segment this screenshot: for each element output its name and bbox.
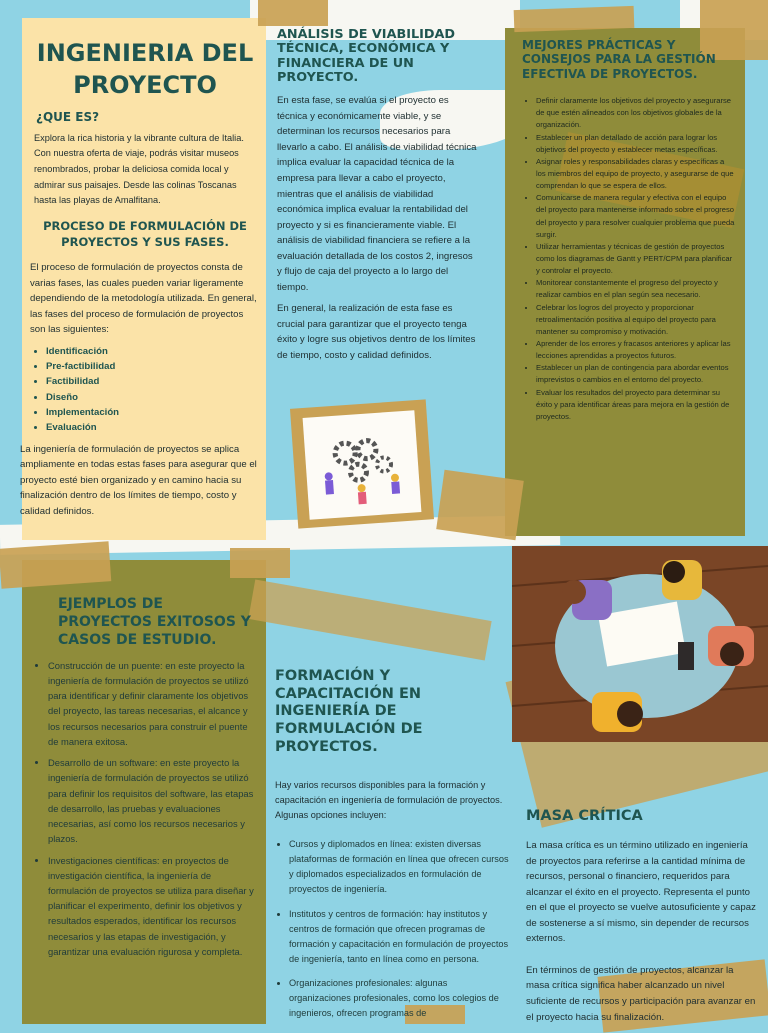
practicas-heading: MEJORES PRÁCTICAS Y CONSEJOS PARA LA GESTIÓN EFECTIVA DE PROYECTOS. bbox=[522, 38, 716, 81]
ejemplos-list bbox=[34, 658, 260, 959]
que-es-heading: ¿QUE ES? bbox=[36, 110, 100, 125]
list-item: • Comunicarse de manera regular y efectiva con el equipo del proyecto para mantenerse informado sobre el progreso del proyecto y para resolver cualquier problema que pueda surgir. bbox=[536, 192, 736, 241]
formacion-list bbox=[275, 837, 509, 1021]
list-item: • Pre-factibilidad bbox=[46, 359, 260, 374]
list-item: • Asignar roles y responsabilidades claras y específicas a los miembros del equipo de proyecto, y asegurarse de que comprendan lo que se espera de ellos. bbox=[536, 156, 736, 192]
list-item: • Organizaciones profesionales: algunas organizaciones profesionales, como los colegios de ingenieros, ofrecen programas de bbox=[289, 976, 509, 1021]
list-item: • Evaluación bbox=[46, 420, 260, 435]
masa-critica-text-2: En términos de gestión de proyectos, alcanzar la masa crítica significa haber alcanzado un nivel suficiente de recursos y participación para avanzar en el proyecto hacia su finalización. bbox=[526, 964, 756, 1023]
list-item: • Institutos y centros de formación: hay institutos y centros de formación que ofrecen programas de formación y capacitación en formulación de proyectos de ingeniería, tanto en línea como en persona. bbox=[289, 907, 509, 967]
proceso-text: El proceso de formulación de proyectos consta de varias fases, las cuales pueden variar ligeramente dependiendo de la metodología utilizada. En general, las fases del proceso de formulación de proyectos son las siguientes: bbox=[30, 262, 257, 336]
list-item: • Identificación bbox=[46, 344, 260, 359]
list-item: • Establecer un plan de contingencia para abordar eventos imprevistos o cambios en el entorno del proyecto. bbox=[536, 362, 736, 386]
list-item: • Utilizar herramientas y técnicas de gestión de proyectos como los diagramas de Gantt y PERT/CPM para planificar y controlar el proyecto. bbox=[536, 241, 736, 277]
page-title: INGENIERIA DEL PROYECTO bbox=[36, 39, 254, 99]
list-item: • Monitorear constantemente el progreso del proyecto y realizar cambios en el plan según sea necesario. bbox=[536, 277, 736, 301]
column3 bbox=[522, 38, 736, 423]
list-item: • Evaluar los resultados del proyecto para determinar su éxito y para identificar áreas para mejora en la gestión de proyectos. bbox=[536, 387, 736, 423]
column1 bbox=[20, 38, 260, 519]
list-item: • Diseño bbox=[46, 390, 260, 405]
tape-strip bbox=[436, 470, 524, 541]
viabilidad-text: En esta fase, se evalúa si el proyecto es técnica y económicamente viable, y se determinan los recursos necesarios para llevarlo a cabo. El análisis de viabilidad técnica implica evaluar la capacidad técnica de la empresa para llevar a cabo el proyecto, mientras que el análisis de viabilidad económica implica evaluar la rentabilidad del proyecto y si es financieramente viable. El análisis de viabilidad financiera se refiere a la evaluación detallada de los costos 2, ingresos y flujo de caja del proyecto a lo largo del tiempo. bbox=[277, 95, 477, 293]
list-item: • Investigaciones científicas: en proyectos de investigación científica, la ingeniería de formulación de proyectos se utiliza para diseñar y planificar el experimento, definir los objetivos y resultados esperados, identificar los recursos necesarios y las etapas de investigación, y garantizar una evaluación rigurosa y completa. bbox=[48, 853, 260, 960]
list-item: • Factibilidad bbox=[46, 374, 260, 389]
que-es-text: Explora la rica historia y la vibrante cultura de Italia. Con nuestra oferta de viaje, podrás visitar museos renombrados, probar la deliciosa comida local y admirar sus paisajes. Desde las colinas Toscanas hasta las playas de Amalfitana. bbox=[34, 132, 244, 206]
fases-list bbox=[30, 344, 260, 436]
list-item: • Implementación bbox=[46, 405, 260, 420]
list-item: • Establecer un plan detallado de acción para lograr los objetivos del proyecto y establecer metas específicas. bbox=[536, 132, 736, 156]
tape-strip bbox=[258, 0, 328, 26]
formacion-heading: FORMACIÓN Y CAPACITACIÓN EN INGENIERÍA DE FORMULACIÓN DE PROYECTOS. bbox=[275, 668, 423, 755]
column4 bbox=[34, 596, 260, 959]
list-item: • Desarrollo de un software: en este proyecto la ingeniería de formulación de proyectos se utilizó para definir los requisitos del software, las etapas de desarrollo, las pruebas y evaluaciones necesarias, así como los recursos necesarios y plazos. bbox=[48, 755, 260, 846]
viabilidad-heading: ANÁLISIS DE VIABILIDAD TÉCNICA, ECONÓMICA Y FINANCIERA DE UN PROYECTO. bbox=[277, 27, 456, 85]
list-item: • Construcción de un puente: en este proyecto la ingeniería de formulación de proyectos se utilizó para identificar y definir claramente los objetivos del proyecto, las tareas necesarias, el alcance y los recursos necesarios para construir el puente de manera exitosa. bbox=[48, 658, 260, 749]
proceso-heading: PROCESO DE FORMULACIÓN DE PROYECTOS Y SUS FASES. bbox=[43, 218, 247, 249]
gears-illustration bbox=[303, 410, 422, 520]
formacion-intro: Hay varios recursos disponibles para la formación y capacitación en ingeniería de formulación de proyectos. Algunas opciones incluyen: bbox=[275, 780, 503, 821]
ejemplos-heading: EJEMPLOS DE PROYECTOS EXITOSOS Y CASOS DE ESTUDIO. bbox=[58, 596, 251, 648]
column5 bbox=[275, 668, 509, 1021]
list-item: • Celebrar los logros del proyecto y proporcionar retroalimentación positiva al equipo del proyecto para mantener su compromiso y motivación. bbox=[536, 302, 736, 338]
tape-strip bbox=[514, 6, 635, 32]
team-table-illustration bbox=[512, 546, 768, 742]
practicas-list bbox=[522, 95, 736, 423]
masa-critica-heading: MASA CRÍTICA bbox=[526, 808, 643, 824]
viabilidad-text-2: En general, la realización de esta fase es crucial para garantizar que el proyecto tenga éxito y logre sus objetivos dentro de los límites de tiempo, costo y calidad definidos. bbox=[277, 303, 476, 361]
tape-strip bbox=[0, 541, 111, 589]
list-item: • Aprender de los errores y fracasos anteriores y aplicar las lecciones aprendidas a proyectos futuros. bbox=[536, 338, 736, 362]
closing-text: La ingeniería de formulación de proyectos se aplica ampliamente en todas estas fases para asegurar que el proyecto esté bien organizado y en camino hacia su finalización dentro de los límites de tiempo, costo y calidad definidos. bbox=[20, 443, 257, 517]
masa-critica-text: La masa crítica es un término utilizado en ingeniería de proyectos para referirse a la cantidad mínima de recursos, personal o financiero, requeridos para alcanzar el éxito en el proyecto. Representa el punto en el que el proyecto se vuelve autosuficiente y capaz de sostenerse a sí mismo, sin depender de recursos externos. bbox=[526, 840, 756, 945]
tape-strip bbox=[230, 548, 290, 578]
column2 bbox=[277, 28, 477, 363]
list-item: • Cursos y diplomados en línea: existen diversas plataformas de formación en línea que ofrecen cursos y diplomados especializados en formulación de proyectos de ingeniería. bbox=[289, 837, 509, 897]
tape-strip bbox=[248, 579, 491, 660]
column6 bbox=[526, 808, 756, 1025]
list-item: • Definir claramente los objetivos del proyecto y asegurarse de que estén alineados con los objetivos globales de la organización. bbox=[536, 95, 736, 131]
